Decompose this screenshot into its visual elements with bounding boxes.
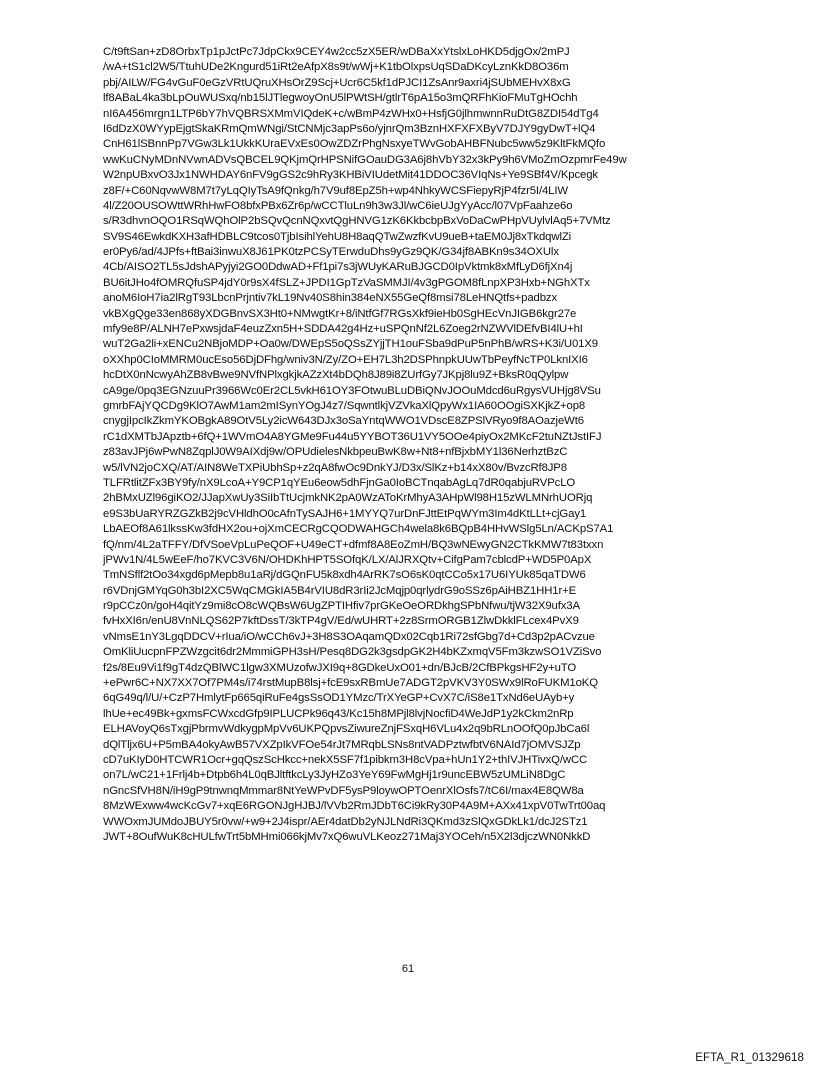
text-line: vNmsE1nY3LgqDDCV+rIua/iO/wCCh6vJ+3H8S3OAqamQDx02Cqb1Ri72sfGbg7d+Cd3p2pACvzue (103, 630, 595, 643)
text-line: gmrbFAjYQCDg9KlO7AwM1am2mISynYOgJ4z7/SqwntlkjVZVkaXlQpyWx1IA60OOgiSXKjkZ+op8 (103, 399, 586, 412)
text-line: 4l/Z20OUSOWttWRhHwFO8bfxPBx6Zr6p/wCCTluLn9h3w3Jl/wC6ieUJgYyAcc/l07VpFaahze6o (103, 199, 573, 212)
text-line: dQlTljx6U+P5mBA4okyAwB57VXZpIkVFOe54rJt7MRqbLSNs8ntVADPztwfbtV6NAId7jOMVSJZp (103, 738, 581, 751)
text-line: cD7uKIyD0HTCWR1Ocr+gqQszScHkcc+nekX5SF7f1pibkm3H8cVpa+hUn1Y2+thIVJHTivxQ/wCC (103, 753, 588, 766)
text-line: z83avJPj6wPwN8ZqplJ0W9AIXdj9w/OPUdielesNkbpeuBwK8w+Nt8+nfBjxbMY1l36NerhztBzC (103, 446, 568, 459)
text-line: /wA+tS1cl2W5/TtuhUDe2Kngurd51iRt2eAfpX8s9t/wWj+K1tbOlxpsUqSDaDKcyLznKkD8O36m (103, 61, 569, 74)
text-line: r6VDnjGMYqG0h3bI2XC5WqCMGkIA5B4rVIU8dR3rIi2JcMqjp0qrlydrG9oSSz6pAiHBZ1HH1r+E (103, 584, 577, 597)
text-line: fvHxXI6n/enU8VnNLQS62P7kftDssT/3kTP4gV/Ed/wUHRT+2z8SrmORGB1ZlwDkklFLcex4PvX9 (103, 615, 579, 628)
text-line: C/t9ftSan+zD8OrbxTp1pJctPc7JdpCkx9CEY4w2cc5zX5ER/wDBaXxYtslxLoHKD5djgOx/2mPJ (103, 46, 570, 58)
text-line: hcDtX0nNcwyAhZB8vBwe9NVfNPlxgkjkAZzXt4bDQh8J89i8ZUrfGy7JKpj8lu9Z+BksR0qQylpw (103, 369, 569, 382)
text-line: OmKliUucpnFPZWzgcit6dr2MmmiGPH3sH/Pesq8DG2k3gsdpGK2H4bKZxmqV5Fm3kzwSO1VZiSvo (103, 646, 602, 659)
text-line: f2s/8Eu9Vi1f9gT4dzQBlWC1lgw3XMUzofwJXI9q+8GDkeUxO01+dn/BJcB/2CfBPkgsHF2y+uTO (103, 661, 577, 674)
encoded-text-block (103, 45, 713, 845)
text-line: BU6itJHo4fOMRQfuSP4jdY0r9sX4fSLZ+JPDI1GpTzVaSMMJI/4v3gPGOM8fLnpXP3Hxb+NGhXTx (103, 276, 590, 289)
text-line: 2hBMxUZl96giKO2/JJapXwUy3SiIbTtUcjmkNK2pA0WzAToKrMhyA3AHpWl98H15zWLMNrhUORjq (103, 492, 593, 505)
text-line: cnygjIpcIkZkmYKOBgkA89OtV5Ly2icW643DJx3oSaYntqWWO1VDscE8ZPSlVRyo9f8AOazjeWt6 (103, 415, 584, 428)
text-line: TLFRtlitZFx3BY9fy/nX9LcoA+Y9CP1qYEu6eow5dhFjnGa0IoBCTnqabAgLq7dR0qabjuRVPcLO (103, 476, 576, 489)
text-line: WWOxmJUMdoJBUY5r0vw/+w9+2J4ispr/AEr4datDb2yNJLNdRi3QKmd3zSlQxGDkLk1/dcJ2STz1 (103, 815, 588, 828)
text-line: lhUe+ec49Bk+gxmsFCWxcdGfp9IPLUCPk96q43/Kc15h8MPjl8lvjNocfiD4WeJdP1y2kCkm2nRp (103, 707, 574, 720)
text-line: 8MzWExww4wcKcGv7+xqE6RGONJgHJBJ/lVVb2RmJDbT6Ci9kRy30P4A9M+AXx41xpV0TwTrt00aq (103, 800, 606, 813)
page-number: 61 (401, 963, 415, 975)
text-line: mfy9e8P/ALNH7ePxwsjdaF4euzZxn5H+SDDA42g4Hz+uSPQnNf2L6Zoeg2rNZWVlDEfvBI4lU+hI (103, 323, 583, 336)
text-line: LbAEOf8A61lkssKw3fdHX2ou+ojXmCECRgCQODWAHGCh4wela8k6BQpB4HHvWSlg5Ln/ACKpS7A1 (103, 523, 614, 536)
text-line: oXXhp0CIoMMRM0ucEso56DjDFhg/wniv3N/Zy/ZO+EH7L3h2DSPhnpkUUwTbPeyfNcTP0LknIXI6 (103, 353, 588, 366)
text-line: JWT+8OufWuK8cHULfwTrt5bMHmi066kjMv7xQ6wuVLKeoz271Maj3YOCeh/n5X2l3djczWN0NkkD (103, 830, 591, 843)
text-line: pbj/AILW/FG4vGuF0eGzVRtUQruXHsOrZ9Scj+Ucr6C5kf1dPJCI1ZsAnr9axri4jSUbMEHvX8xG (103, 76, 571, 89)
text-line: er0Py6/ad/4JPfs+ftBai3inwuX8J61PK0tzPCSyTErwduDhs9yGz9QK/G34jf8ABKn9s34OXUlx (103, 246, 559, 259)
text-line: nGncSfVH8N/iH9gP9tnwnqMmmar8NtYeWPvDF5ysP9loywOPTOenrXlOsfs7/tC6I/max4E8QW8a (103, 784, 584, 797)
text-line: anoM6IoH7ia2lRgT93LbcnPrjntiv7kL19Nv40S8hin384eNX55GeQf8msi78LeHNQtfs+padbzx (103, 292, 558, 305)
text-line: +ePwr6C+NX7XX7Of7PM4s/i74rstMupB8lsj+fcE9sxRBmUe7ADGT2pVKV3Y0SWx9lRoFUKM1oKQ (103, 677, 598, 690)
text-line: cA9ge/0pq3EGNzuuPr3966Wc0Er2CL5vkH61OY3FOtwuBLuDBiQNvJOOuMdcd6uRgysVUHjg8VSu (103, 384, 601, 397)
text-line: 4Cb/AISO2TL5sJdshAPyjyi2GO0DdwAD+Ff1pi7s3jWUyKARuBJGCD0IpVktmk8xMfLyD6fjXn4j (103, 261, 573, 274)
text-line: on7L/wC21+1Frlj4b+Dtpb6h4L0qBJltftkcLy3JyHZo3YeY69FwMgHj1r9uncEBW5zUMLiN8DgC (103, 769, 566, 782)
text-line: wwKuCNyMDnNVwnADVsQBCEL9QKjmQrHPSNifGOauDG3A6j8hVbY32x3kPy9h6VMoZmOzpmrFe49w (103, 153, 627, 166)
text-line: fQ/nm/4L2aTFFY/DfVSoeVpLuPeQOF+U49eCT+dfmf8A8EoZmH/BQ3wNEwyGN2CTkKMW7t83txxn (103, 538, 604, 551)
text-line: I6dDzX0WYypEjgtSkaKRmQmWNgi/StCNMjc3apPs6o/yjnrQm3BznHXFXFXByV7DJY9gyDwT+lQ4 (103, 122, 596, 135)
text-line: nI6A456mrgn1LTP6bY7hVQBRSXMmVIQdeK+c/wBmP4zWHx0+HsfjG0jlhmwnnRuDtG8ZDI54dTg4 (103, 107, 599, 120)
text-line: rC1dXMTbJApztb+6fQ+1WVmO4A8YGMe9Fu44u5YYBOT36U1VY5OOe4piyOx2MKcF2tuNZtJstIFJ (103, 430, 602, 443)
text-line: wuT2Ga2li+xENCu2NBjoMDP+Oa0w/DWEpS5oQSsZYjjTH1ouFSba9dPuP5nPhB/wRS+K3i/U01X9 (103, 338, 598, 351)
text-line: ELHAVoyQ6sTxgjPbrmvWdkygpMpVv6UKPQpvsZiwureZnjFSxqH6VLu4x2q9bRLnOOfQ0pJbCa6l (103, 723, 590, 736)
text-line: w5/lVN2joCXQ/AT/AIN8WeTXPiUbhSp+z2qA8fwOc9DnkYJ/D3x/SlKz+b14xX80v/BvzcRf8JP8 (103, 461, 567, 474)
text-line: z8F/+C60NqvwW8M7t7yLqQIyTsA9fQnkg/h7V9uf8EpZ5h+wp4NhkyWCSFiepyRjP4fzr5I/4LIW (103, 184, 568, 197)
text-line: W2npUBxvO3Jx1NWHDAY6nFV9gGS2c9hRy3KHBiVIUdetMit41DDOC36VIqNs+Ye9SBf4V/Kpcegk (103, 169, 598, 182)
text-line: s/R3dhvnOQO1RSqWQhOlP2bSQvQcnNQxvtQgHNVG1zK6KkbcbpBxVoDaCwPHpVUylvlAq5+7VMtz (103, 215, 611, 228)
text-line: r9pCCz0n/goH4qitYz9mi8cO8cWQBsW6UgZPTIHfiv7prGKeOeORDkhgSPbNfwu/tjW32X9ufx3A (103, 600, 580, 613)
text-line: TmNSflf2tOo34xgd6pMepb8u1aRj/dGQnFU5k8xdh4ArRK7sO6sK0qtCCo5x17U6IYUk85qaTDW6 (103, 569, 586, 582)
text-line: e9S3bUaRYRZGZkB2j9cVHldhO0cAfnTySAJH6+1MYYQ7urDnFJttEtPqWYm3Im4dKtLLt+cjGay1 (103, 507, 587, 520)
text-line: lf8ABaL4ka3bLpOuWUSxq/nb15lJTlegwoyOnU5lPWtSH/gtlrT6pA15o3mQRFhKioFMuTgHOchh (103, 92, 578, 105)
text-line: jPWv1N/4L5wEeF/ho7KVC3V6N/OHDKhHPT5SOfqK/LX/AlJRXQtv+CifgPam7cblcdP+WD5P0ApX (103, 553, 592, 566)
text-line: SV9S46EwkdKXH3afHDBLC9tcos0TjbIsihlYehU8H8aqQTwZwzfKvU9ueB+taEM0Jj8xTkdqwlZi (103, 230, 572, 243)
text-line: 6qG49q/l/U/+CzP7HmlytFp665qiRuFe4gsSsOD1YMzc/TrXYeGP+CvX7C/iS8e1TxNd6eUAyb+y (103, 692, 575, 705)
text-line: CnH61lSBnnPp7VGw3Lk1UkkKUraEVxEs0OwZDZrPhgNsxyeTWvGobAHBFNubc5ww5z9KltFkMQfo (103, 138, 606, 151)
text-line: vkBXgQge33en868yXDGBnvSX3Ht0+NMwgtKr+8/iNtfGf7RGsXkf9ieHb0SgHEcVnJIGB6kgr27e (103, 307, 577, 320)
document-id: EFTA_R1_01329618 (695, 1052, 804, 1064)
